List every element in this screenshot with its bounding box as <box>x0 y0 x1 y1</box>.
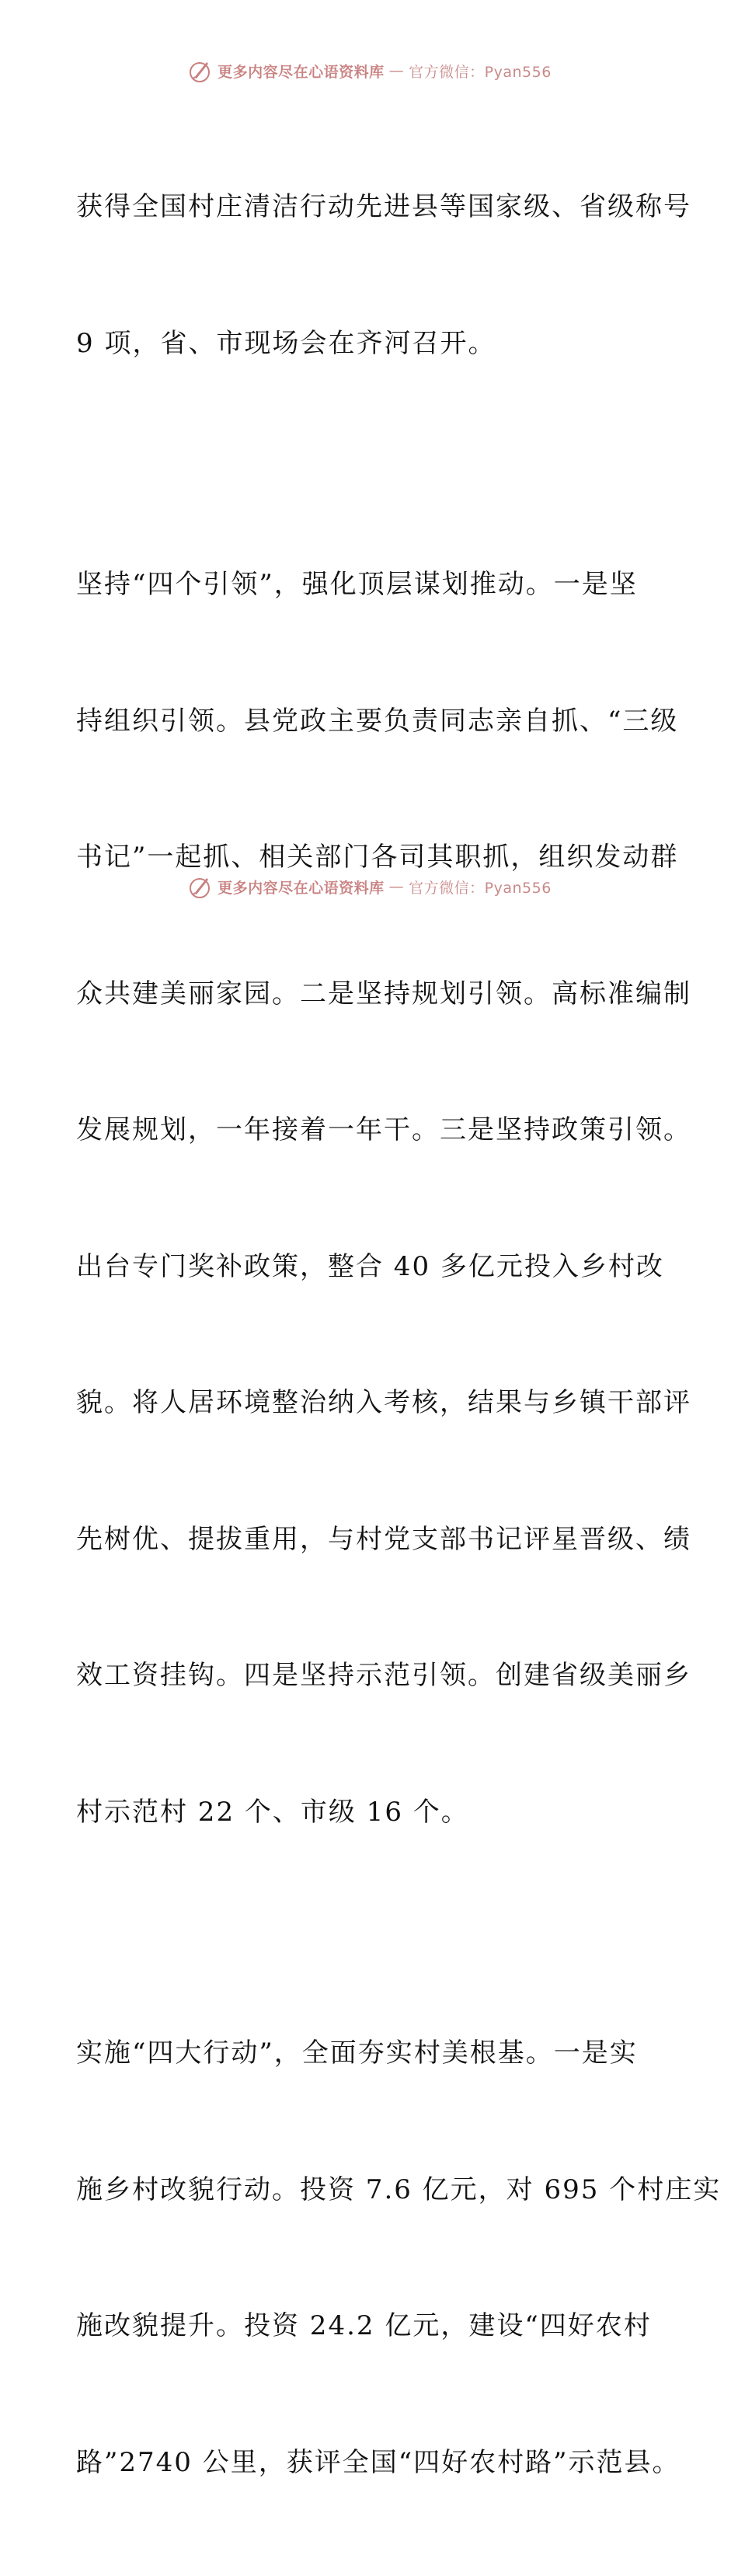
watermark-brand-text: 更多内容尽在心语资料库 <box>218 879 385 897</box>
text-line: 先树优、提拔重用，与村党支部书记评星晋级、绩 <box>76 1523 691 1555</box>
paragraph-1 <box>76 93 691 457</box>
text-line: 效工资挂钩。四是坚持示范引领。创建省级美丽乡 <box>76 1660 691 1691</box>
text-line: 路”2740 公里，获评全国“四好农村路”示范县。 <box>76 2446 681 2478</box>
text-line: 9 项，省、市现场会在齐河召开。 <box>76 327 496 359</box>
watermark-contact-text: 官方微信：Pyan556 <box>409 63 552 81</box>
document-body <box>76 93 722 2576</box>
text-line: 坚持“四个引领”，强化顶层谋划推动。一是坚 <box>76 569 638 600</box>
header-watermark <box>0 58 738 84</box>
text-line: 获得全国村庄清洁行动先进县等国家级、省级称号 <box>76 191 691 222</box>
paragraph-3 <box>76 1940 722 2576</box>
text-line: 施改貌提升。投资 24.2 亿元，建设“四好农村 <box>76 2310 652 2341</box>
quill-pen-logo-icon <box>186 873 213 900</box>
text-line: 实施“四大行动”，全面夯实村美根基。一是实 <box>76 2037 638 2069</box>
text-line: 发展规划，一年接着一年干。三是坚持政策引领。 <box>76 1114 691 1145</box>
paragraph-2 <box>76 471 691 1926</box>
text-line: 施乡村改貌行动。投资 7.6 亿元，对 695 个村庄实 <box>76 2173 722 2205</box>
text-line: 书记”一起抓、相关部门各司其职抓，组织发动群 <box>76 842 679 873</box>
watermark-brand-text: 更多内容尽在心语资料库 <box>218 63 385 81</box>
text-line: 出台专门奖补政策，整合 40 多亿元投入乡村改 <box>76 1250 664 1282</box>
watermark-contact-text: 官方微信：Pyan556 <box>409 879 552 897</box>
text-line: 持组织引领。县党政主要负责同志亲自抓、“三级 <box>76 705 679 737</box>
text-line: 众共建美丽家园。二是坚持规划引领。高标准编制 <box>76 978 691 1009</box>
watermark-separator: — <box>388 878 405 895</box>
footer-watermark <box>0 873 738 900</box>
watermark-separator: — <box>388 62 405 79</box>
text-line: 村示范村 22 个、市级 16 个。 <box>76 1796 469 1828</box>
text-line: 貌。将人居环境整治纳入考核，结果与乡镇干部评 <box>76 1387 691 1418</box>
quill-pen-logo-icon <box>186 58 213 84</box>
